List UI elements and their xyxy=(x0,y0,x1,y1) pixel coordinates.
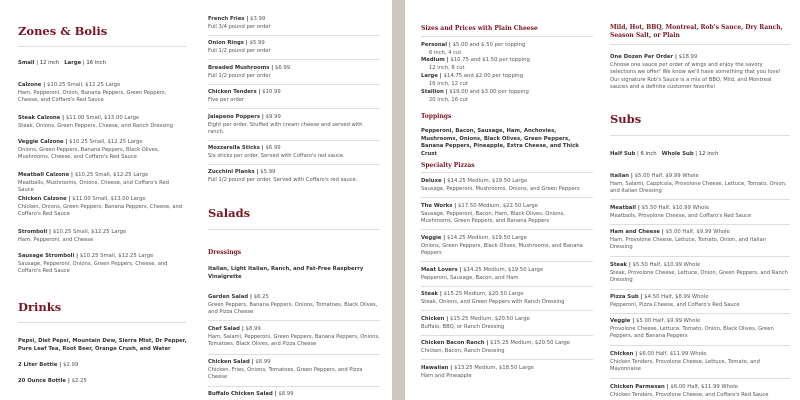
section-divider xyxy=(610,135,790,136)
item-divider xyxy=(610,289,790,290)
sub-veggie: Veggie | $5.00 Half, $9.99 Whole Provolone Cheese, Lettuce, Tomato, Onion, Black Olives, Green Peppers, and Banana Peppers xyxy=(610,318,774,340)
section-divider xyxy=(421,36,593,37)
item-divider xyxy=(421,335,593,336)
wing-sauces-title: Mild, Hot, BBQ, Montreal, Rob's Sauce, Dry Ranch, Season Salt, or Plain xyxy=(610,24,783,39)
item-divider xyxy=(208,164,380,165)
menu-item-zucchini-planks: Zucchini Planks | $5.99 Full 1/2 pound per order. Served with Coffaro's red sauce. xyxy=(208,169,358,183)
menu-item-garden-salad: Garden Salad | $6.25 Green Peppers, Banana Peppers, Onions, Tomatoes, Black Olives, and Pizza Cheese xyxy=(208,294,378,316)
menu-page-left xyxy=(0,0,392,400)
pizza-meat-lovers: Meat Lovers | $14.25 Medium, $19.50 Large Pepperoni, Sausage, Bacon, and Ham xyxy=(421,267,544,281)
menu-item-onion-rings: Onion Rings | $5.99 Full 1/2 pound per order xyxy=(208,40,271,54)
item-divider xyxy=(208,386,380,387)
menu-item-chicken-calzone: Chicken Calzone | $11.00 Small, $13.00 Large Chicken, Onions, Green Peppers, Banana Peppers, Cheese, and Coffaro's Red Sauce xyxy=(18,196,183,218)
menu-item-sausage-stromboli: Sausage Stromboli | $10.25 Small, $12.25 Large Sausage, Pepperoni, Onions, Green Peppers, Cheese, and Coffaro's Red Sauce xyxy=(18,253,168,275)
section-divider xyxy=(18,46,186,47)
sub-chicken-parmesan: Chicken Parmesan | $6.00 Half, $11.99 Whole Chicken Tenders, Provolone Cheese, and Coffaro's Red Sauce xyxy=(610,384,769,398)
pizza-steak: Steak | $15.25 Medium, $20.50 Large Steak, Onions, and Green Peppers with Ranch Dressing xyxy=(421,291,565,305)
item-divider xyxy=(208,108,380,109)
item-divider xyxy=(421,229,593,230)
sub-pizza: Pizza Sub | $4.50 Half, $8.99 Whole Pepperoni, Pizza Cheese, and Coffaro's Red Sauce xyxy=(610,294,740,308)
pizza-size-personal: Personal | $5.00 and $.50 per topping 6 inch, 4 cut xyxy=(421,42,526,56)
item-divider xyxy=(208,35,380,36)
menu-item-chicken-salad: Chicken Salad | $8.99 Chicken, Fries, Onions, Tomatoes, Green Peppers, and Pizza Cheese xyxy=(208,359,363,381)
section-divider xyxy=(421,172,593,173)
item-divider xyxy=(610,224,790,225)
menu-item-meatball-calzone: Meatball Calzone | $10.25 Small, $12.25 Large Meatballs, Mushrooms, Onions, Cheese, and Coffaro's Red Sauce xyxy=(18,172,169,194)
dressings-list: Italian, Light Italian, Ranch, and Fat-Free Raspberry Vinaigrette xyxy=(208,266,364,280)
toppings-title: Toppings xyxy=(421,113,452,120)
menu-item-steak-calzone: Steak Calzone | $11.00 Small, $13.00 Large Steak, Onions, Green Peppers, Cheese, and Ranch Dressing xyxy=(18,115,173,129)
item-divider xyxy=(421,286,593,287)
sub-italian: Italian | $5.00 Half, $9.99 Whole Ham, Salami, Cappicola, Provolone Cheese, Lettuce, Tomato, Onion, and Italian Dressing xyxy=(610,173,787,195)
pizza-size-stallion: Stallion | $19.00 and $3.00 per topping 20 inch, 16 cut xyxy=(421,89,529,103)
pizza-size-large: Large | $14.75 and $2.00 per topping 16 inch, 12 cut xyxy=(421,73,524,87)
drinks-list: Pepsi, Diet Pepsi, Mountain Dew, Sierra Mist, Dr Pepper, Pure Leaf Tea, Root Beer, Orange Crush, and Water xyxy=(18,338,187,352)
menu-item-wings-dozen: One Dozen Per Order | $18.99 Choose one sauce per order of wings and enjoy the savory selections we offer! We know we'll have something that you love! Our signature Rob's Sauce is a mix of BBQ, Mild, and Montreal sauces and a definite customer favorite! xyxy=(610,54,781,91)
toppings-list: Pepperoni, Bacon, Sausage, Ham, Anchovies, Mushrooms, Onions, Black Olives, Green Peppers, Banana Peppers, Pineapple, Extra Cheese, and Thick Crust xyxy=(421,128,579,157)
pizza-chicken: Chicken | $15.25 Medium, $20.50 Large Buffalo, BBQ, or Ranch Dressing xyxy=(421,316,530,330)
section-title-subs: Subs xyxy=(610,112,642,126)
item-divider xyxy=(421,261,593,262)
section-divider xyxy=(208,229,380,230)
menu-item-chicken-tenders: Chicken Tenders | $10.99 Five per order xyxy=(208,89,281,103)
section-divider xyxy=(18,322,186,323)
menu-item-chef-salad: Chef Salad | $8.99 Ham, Salami, Pepperoni, Green Peppers, Banana Peppers, Onions, Tomatoes, Black Olives, and Pizza Cheese xyxy=(208,326,380,348)
item-divider xyxy=(610,378,790,379)
item-divider xyxy=(610,256,790,257)
section-title-drinks: Drinks xyxy=(18,300,62,314)
item-divider xyxy=(208,354,380,355)
menu-item-stromboli: Stromboli | $10.25 Small, $12.25 Large Ham, Pepperoni, and Cheese xyxy=(18,229,127,243)
menu-page-right xyxy=(405,0,800,400)
item-divider xyxy=(610,345,790,346)
item-divider xyxy=(208,59,380,60)
pizza-veggie: Veggie | $14.25 Medium, $19.50 Large Onions, Green Peppers, Black Olives, Mushrooms, and Banana Peppers xyxy=(421,235,583,257)
section-divider xyxy=(610,44,790,45)
item-divider xyxy=(208,320,380,321)
menu-item-calzone: Calzone | $10.25 Small, $12.25 Large Ham, Pepperoni, Onion, Banana Peppers, Green Peppers, Cheese, and Coffaro's Red Sauce xyxy=(18,82,167,104)
pizza-deluxe: Deluxe | $14.25 Medium, $19.50 Large Sausage, Pepperoni, Mushrooms, Onions, and Green Peppers xyxy=(421,178,580,192)
menu-item-20-ounce: 20 Ounce Bottle | $2.25 xyxy=(18,378,87,384)
zones-size-info: Small | 12 inch Large | 16 inch xyxy=(18,60,106,66)
section-title-zones: Zones & Bolis xyxy=(18,24,108,38)
item-divider xyxy=(421,310,593,311)
specialty-title: Specialty Pizzas xyxy=(421,162,475,169)
item-divider xyxy=(421,197,593,198)
sub-meatball: Meatball | $5.50 Half, $10.99 Whole Meatballs, Provolone Cheese, and Coffaro's Red Sauce xyxy=(610,205,752,219)
pizza-size-medium: Medium | $10.75 and $1.50 per topping 12 inch, 8 cut xyxy=(421,57,530,71)
pizza-sizes-title: Sizes and Prices with Plain Cheese xyxy=(421,25,538,32)
pizza-the-works: The Works | $17.50 Medium, $22.50 Large Sausage, Pepperoni, Bacon, Ham, Black Olives, Onions, Mushrooms, Green Peppers, and Banana Peppers xyxy=(421,203,565,225)
item-divider xyxy=(610,313,790,314)
sub-ham-and-cheese: Ham and Cheese | $5.00 Half, $9.99 Whole Ham, Provolone Cheese, Lettuce, Tomato, Onion, and Italian Dressing xyxy=(610,229,767,251)
menu-item-veggie-calzone: Veggie Calzone | $10.25 Small, $12.25 Large Onions, Green Peppers, Banana Peppers, Black Olives, Mushrooms, Cheese, and Coffaro's Red Sauce xyxy=(18,139,160,161)
item-divider xyxy=(421,359,593,360)
menu-item-french-fries: French Fries | $3.99 Full 3/4 pound per order xyxy=(208,16,271,30)
section-title-salads: Salads xyxy=(208,206,251,220)
menu-item-jalapeno-poppers: Jalapeno Poppers | $9.99 Eight per order. Stuffed with cream cheese and served with ranch. xyxy=(208,114,363,136)
sub-steak: Steak | $5.50 Half, $10.99 Whole Steak, Provolone Cheese, Lettuce, Onion, Green Peppers, and Ranch Dressing xyxy=(610,262,788,284)
menu-item-breaded-mushrooms: Breaded Mushrooms | $6.99 Full 1/2 pound per order xyxy=(208,65,291,79)
pizza-hawaiian: Hawaiian | $13.25 Medium, $18.50 Large Ham and Pineapple xyxy=(421,365,534,379)
menu-item-buffalo-chicken-salad: Buffalo Chicken Salad | $8.99 xyxy=(208,391,294,397)
dressings-title: Dressings xyxy=(208,249,242,256)
menu-item-mozzarella-sticks: Mozzarella Sticks | $6.99 Six sticks per order. Served with Coffaro's red sauce. xyxy=(208,145,345,159)
item-divider xyxy=(208,84,380,85)
item-divider xyxy=(610,199,790,200)
menu-item-2-liter: 2 Liter Bottle | $2.99 xyxy=(18,362,79,368)
pizza-chicken-bacon-ranch: Chicken Bacon Ranch | $15.25 Medium, $20.50 Large Chicken, Bacon, Ranch Dressing xyxy=(421,340,571,354)
sub-chicken: Chicken | $6.00 Half, $11.99 Whole Chicken Tenders, Provolone Cheese, Lettuce, Tomato, and Mayonnaise xyxy=(610,351,760,373)
item-divider xyxy=(208,140,380,141)
subs-size-info: Half Sub | 6 inch Whole Sub | 12 inch xyxy=(610,151,719,157)
